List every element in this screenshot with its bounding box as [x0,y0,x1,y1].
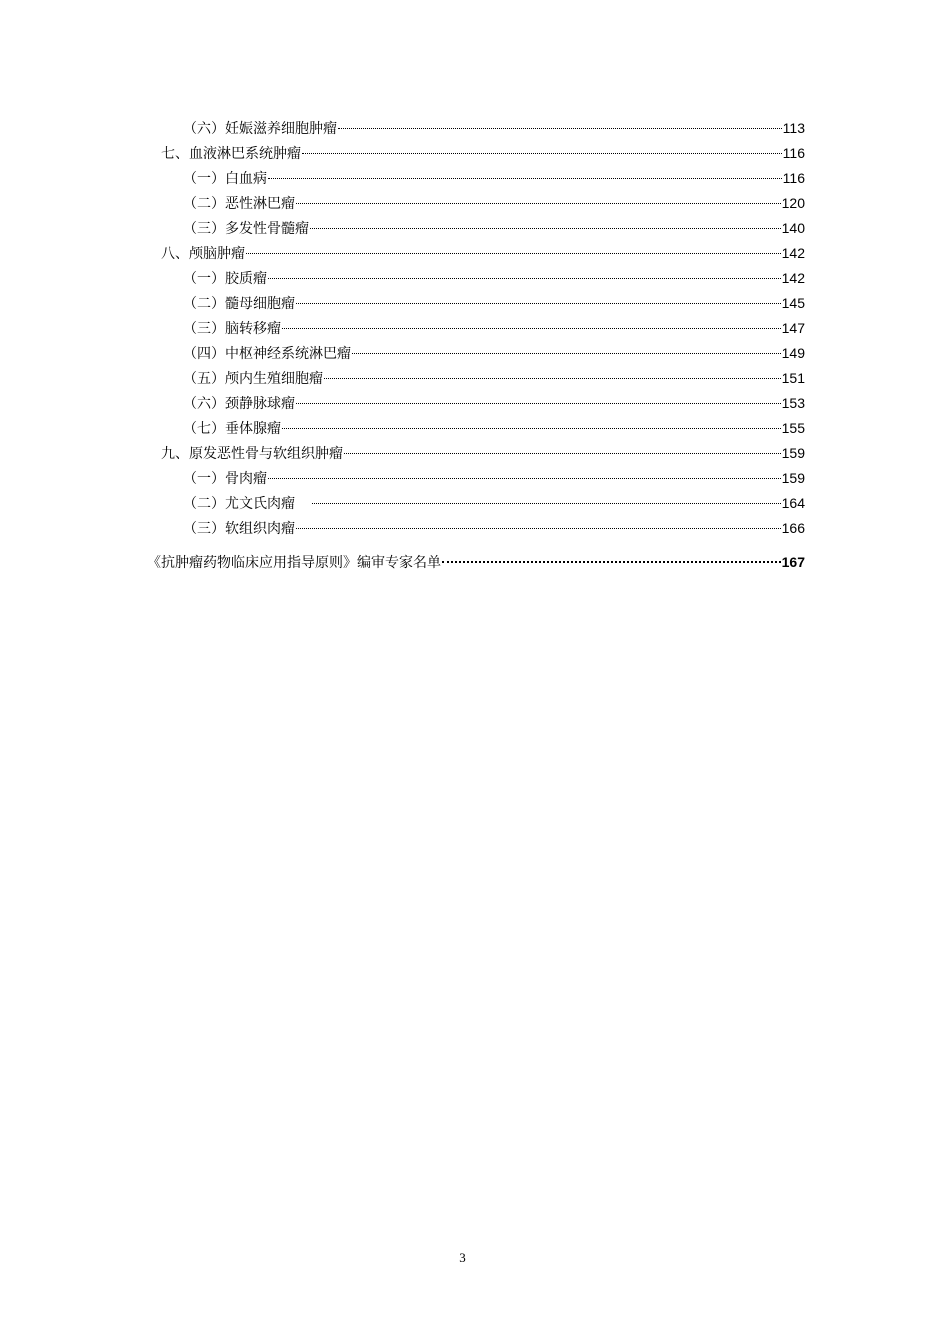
toc-entry-page: 151 [781,370,805,386]
toc-dot-leader [296,303,781,304]
toc-entry-title: （四）中枢神经系统淋巴瘤 [183,346,351,362]
toc-entry-page: 164 [781,495,805,511]
toc-dot-leader [324,378,781,379]
toc-entry-title: （一）胶质瘤 [183,271,267,287]
toc-entry[interactable] [183,516,805,541]
toc-entry-page: 147 [781,320,805,336]
toc-entry[interactable] [183,166,805,191]
toc-entry[interactable] [183,291,805,316]
toc-entry-title: 七、血液淋巴系统肿瘤 [161,146,301,162]
toc-dot-leader [302,153,782,154]
toc-entry-page: 140 [781,220,805,236]
toc-entry-page: 145 [781,295,805,311]
toc-entry[interactable] [161,141,805,166]
toc-entry-title: （二）恶性淋巴瘤 [183,196,295,212]
toc-dot-leader [282,328,781,329]
toc-entry-page: 153 [781,395,805,411]
toc-entry-title: 九、原发恶性骨与软组织肿瘤 [161,446,343,462]
toc-entry-page: 159 [781,470,805,486]
toc-entry-title: 《抗肿瘤药物临床应用指导原则》编审专家名单 [147,555,441,571]
toc-entry[interactable] [161,441,805,466]
toc-entry[interactable] [183,216,805,241]
toc-entry-title: （一）白血病 [183,171,267,187]
toc-entry-title: （五）颅内生殖细胞瘤 [183,371,323,387]
toc-entry[interactable] [183,191,805,216]
toc-entry[interactable] [183,366,805,391]
toc-dot-leader [296,528,781,529]
toc-entry[interactable] [161,241,805,266]
toc-entry-title: （七）垂体腺瘤 [183,421,281,437]
toc-dot-leader [338,128,782,129]
page-number: 3 [459,1250,466,1265]
toc-dot-leader [442,561,781,563]
toc-entry[interactable] [183,491,805,516]
toc-entry-title: 八、颅脑肿瘤 [161,246,245,262]
toc-dot-leader [246,253,781,254]
toc-dot-leader [312,503,781,504]
toc-dot-leader [296,403,781,404]
toc-entry-page: 120 [781,195,805,211]
toc-entry-page: 167 [781,554,805,570]
toc-entry-title: （三）多发性骨髓瘤 [183,221,309,237]
toc-entry[interactable] [183,116,805,141]
toc-dot-leader [282,428,781,429]
toc-entry[interactable] [183,391,805,416]
toc-entry-title: （三）脑转移瘤 [183,321,281,337]
toc-entry[interactable] [183,466,805,491]
toc-entry-page: 166 [781,520,805,536]
toc-entry-title: （二）尤文氏肉瘤 [183,496,295,512]
toc-entry[interactable] [183,341,805,366]
toc-dot-leader [268,478,781,479]
toc-dot-leader [268,178,782,179]
toc-entry-page: 116 [782,170,805,186]
toc-entry-title: （一）骨肉瘤 [183,471,267,487]
toc-dot-leader [268,278,781,279]
toc-entry-page: 159 [781,445,805,461]
toc-entry-page: 113 [782,120,805,136]
toc-entry-page: 149 [781,345,805,361]
toc-dot-leader [296,203,781,204]
toc-entry-title: （六）颈静脉球瘤 [183,396,295,412]
toc-entry[interactable] [183,266,805,291]
toc-dot-leader [310,228,781,229]
toc-entry-page: 142 [781,270,805,286]
toc-entry[interactable] [147,550,805,575]
toc-entry[interactable] [183,316,805,341]
toc-entry[interactable] [183,416,805,441]
toc-dot-leader [352,353,781,354]
toc-dot-leader [344,453,781,454]
toc-entry-page: 116 [782,145,805,161]
toc-entry-title: （二）髓母细胞瘤 [183,296,295,312]
toc-entry-title: （三）软组织肉瘤 [183,521,295,537]
toc-entry-title: （六）妊娠滋养细胞肿瘤 [183,121,337,137]
toc-entry-page: 142 [781,245,805,261]
toc-entry-page: 155 [781,420,805,436]
